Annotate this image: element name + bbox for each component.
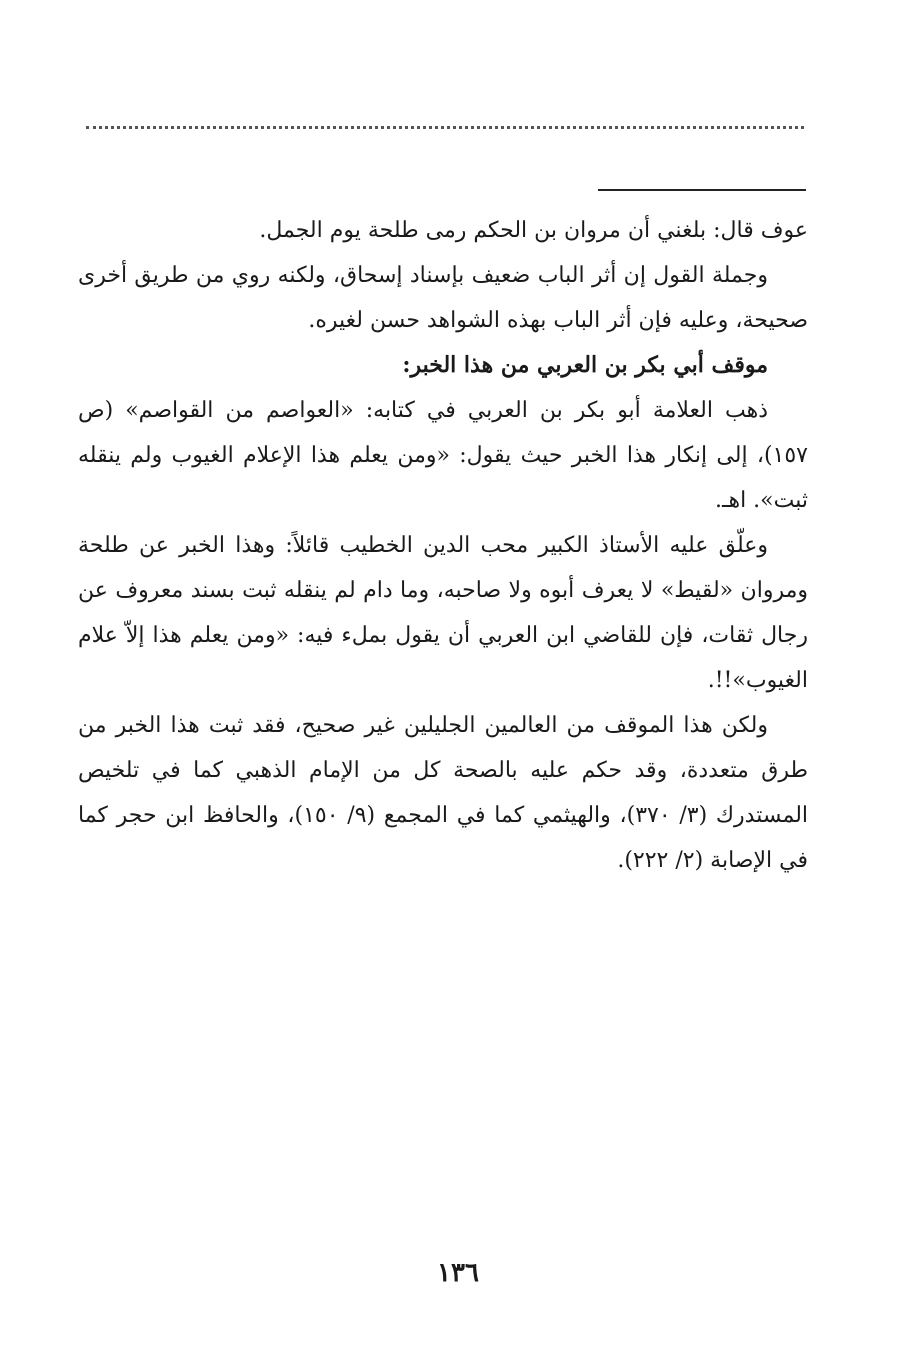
page-body: [78, 208, 808, 883]
paragraph-khatib-comment: وعلّق عليه الأستاذ الكبير محب الدين الخطيب قائلاً: وهذا الخبر عن طلحة ومروان «لقيط» لا يعرف أبوه ولا صاحبه، وما دام لم ينقله ثبت بسند معروف عن رجال ثقات، فإن للقاضي ابن العربي أن يقول بملء فيه: «ومن يعلم هذا إلاّ علام الغيوب»!!.: [78, 533, 808, 693]
footnote-rule: [598, 189, 806, 191]
footnote-continuation: عوف قال: بلغني أن مروان بن الحكم رمى طلحة يوم الجمل.: [259, 218, 808, 243]
paragraph-ibn-arabi: ذهب العلامة أبو بكر بن العربي في كتابه: «العواصم من القواصم» (ص ١٥٧)، إلى إنكار هذا الخبر حيث يقول: «ومن يعلم هذا الإعلام الغيوب ولم ينقله ثبت». اهـ.: [78, 398, 808, 513]
section-heading: موقف أبي بكر بن العربي من هذا الخبر:: [402, 352, 768, 378]
paragraph-rebuttal: ولكن هذا الموقف من العالمين الجليلين غير صحيح، فقد ثبت هذا الخبر من طرق متعددة، وقد حكم عليه بالصحة كل من الإمام الذهبي كما في تلخيص المستدرك (٣/ ٣٧٠)، والهيثمي كما في المجمع (٩/ ١٥٠)، والحافظ ابن حجر كما في الإصابة (٢/ ٢٢٢).: [78, 713, 809, 873]
paragraph-conclusion: وجملة القول إن أثر الباب ضعيف بإسناد إسحاق، ولكنه روي من طريق أخرى صحيحة، وعليه فإن أثر الباب بهذه الشواهد حسن لغيره.: [78, 263, 808, 333]
dotted-separator: [86, 126, 804, 129]
page-number: ١٣٦: [437, 1258, 479, 1288]
